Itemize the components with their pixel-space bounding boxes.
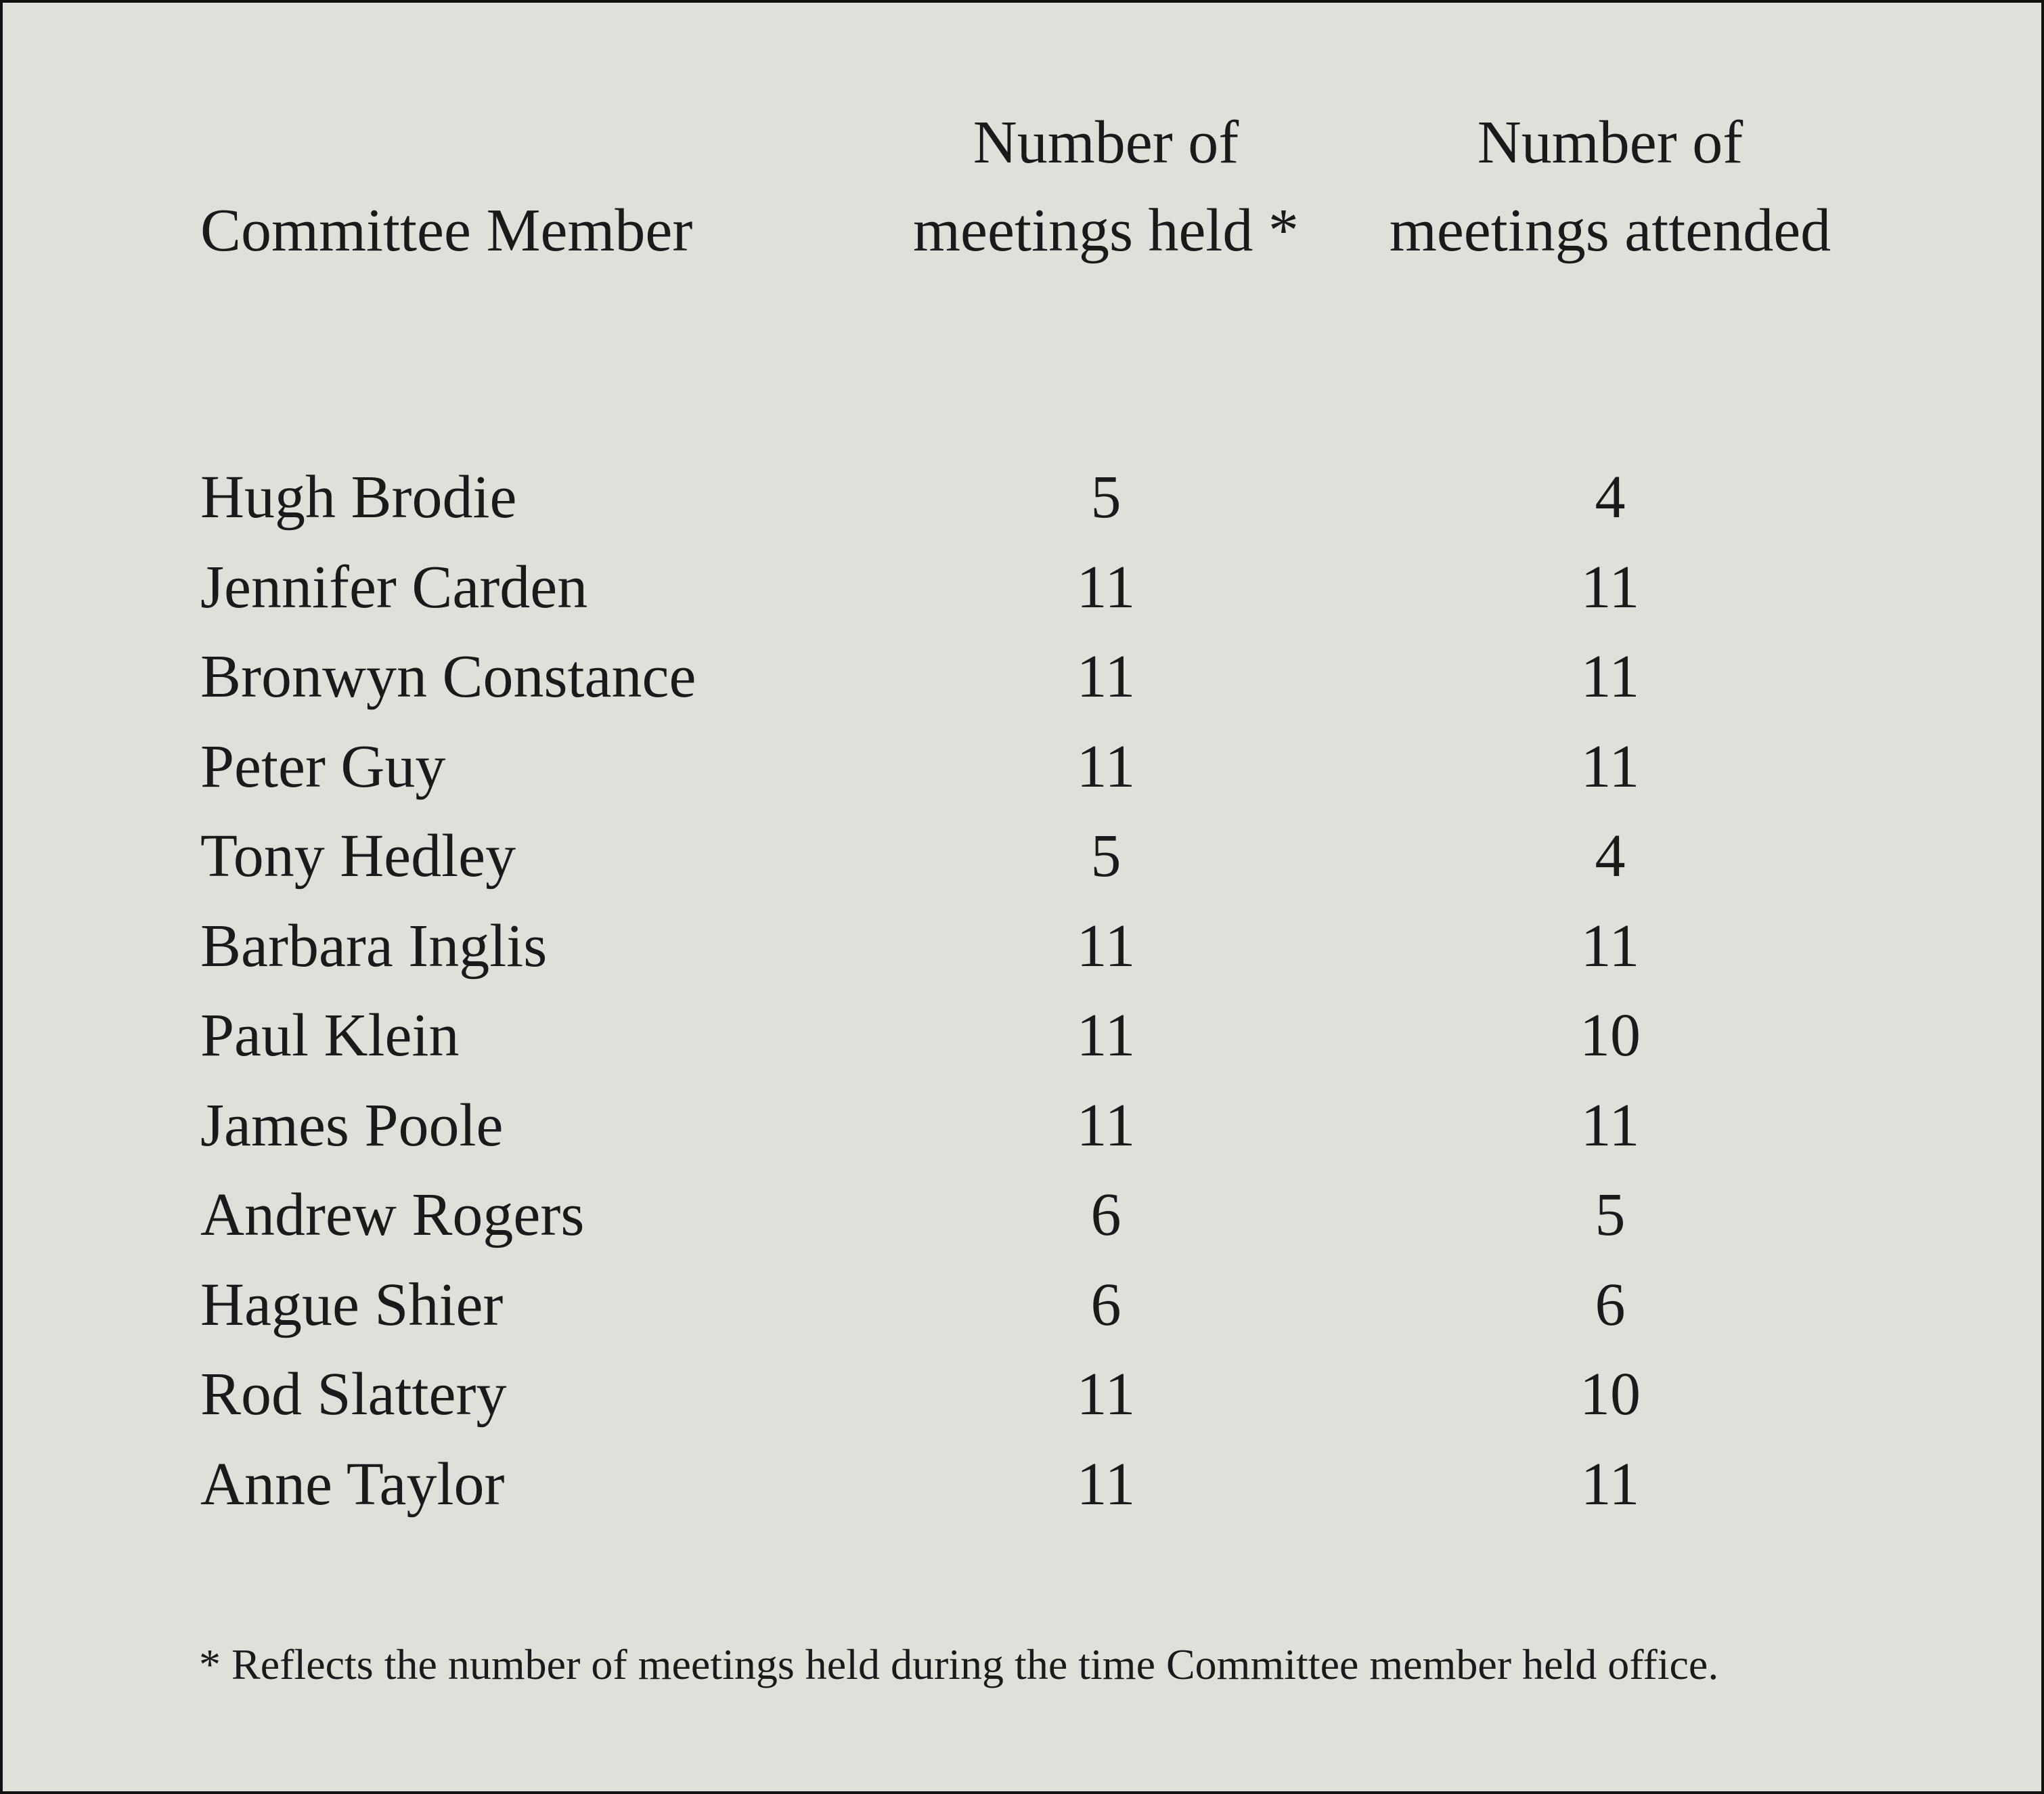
footnote: * Reflects the number of meetings held during the time Committee member held office.	[199, 1640, 1719, 1688]
meetings-held-value: 11	[1076, 1361, 1136, 1428]
header-meetings-attended	[1373, 99, 1847, 275]
table-row	[3, 1081, 2041, 1171]
meetings-attended-value: 6	[1595, 1271, 1626, 1338]
header-meetings-held	[903, 99, 1309, 275]
meetings-held-value: 5	[1090, 823, 1121, 890]
member-name: Anne Taylor	[200, 1450, 505, 1518]
member-name: Tony Hedley	[200, 823, 516, 890]
header-meetings-attended-line1: Number of	[1477, 109, 1743, 176]
member-name: Peter Guy	[200, 732, 446, 800]
table-row	[3, 543, 2041, 633]
table-row	[3, 902, 2041, 992]
meetings-held-value: 11	[1076, 643, 1136, 710]
meetings-attended-value: 4	[1595, 823, 1626, 890]
header-meetings-attended-line2: meetings attended	[1389, 197, 1831, 264]
meetings-attended-value: 11	[1580, 553, 1640, 621]
table-row	[3, 722, 2041, 812]
table-row	[3, 1171, 2041, 1261]
member-name: Barbara Inglis	[200, 912, 548, 980]
meetings-held-value: 11	[1076, 912, 1136, 980]
member-name: Bronwyn Constance	[200, 643, 696, 710]
table-row	[3, 812, 2041, 902]
member-name: Jennifer Carden	[200, 553, 588, 621]
table-row	[3, 1261, 2041, 1351]
header-meetings-held-line2: meetings held *	[913, 197, 1299, 264]
table-row	[3, 1350, 2041, 1440]
meetings-attended-value: 11	[1580, 643, 1640, 710]
table-row	[3, 632, 2041, 722]
meetings-attended-value: 11	[1580, 1450, 1640, 1518]
member-name: Hugh Brodie	[200, 464, 517, 531]
header-committee-member	[200, 187, 692, 275]
meetings-attended-value: 10	[1580, 1002, 1641, 1069]
meetings-attended-value: 11	[1580, 912, 1640, 980]
meetings-attended-value: 11	[1580, 732, 1640, 800]
meetings-held-value: 11	[1076, 553, 1136, 621]
member-name: Paul Klein	[200, 1002, 460, 1069]
member-name: Hague Shier	[200, 1271, 504, 1338]
meetings-attended-value: 4	[1595, 464, 1626, 531]
meetings-held-value: 11	[1076, 1450, 1136, 1518]
header-meetings-held-line1: Number of	[973, 109, 1239, 176]
meetings-held-value: 6	[1090, 1271, 1121, 1338]
meetings-attended-value: 5	[1595, 1181, 1626, 1248]
meetings-attended-value: 10	[1580, 1361, 1641, 1428]
member-name: Andrew Rogers	[200, 1181, 585, 1248]
meetings-held-value: 5	[1090, 464, 1121, 531]
meetings-held-value: 11	[1076, 732, 1136, 800]
table-row	[3, 1440, 2041, 1530]
meetings-held-value: 6	[1090, 1181, 1121, 1248]
table-row	[3, 453, 2041, 543]
meetings-held-value: 11	[1076, 1002, 1136, 1069]
attendance-table-body	[3, 453, 2041, 1529]
member-name: James Poole	[200, 1091, 504, 1159]
meetings-held-value: 11	[1076, 1091, 1136, 1159]
table-row	[3, 991, 2041, 1081]
meetings-attended-value: 11	[1580, 1091, 1640, 1159]
member-name: Rod Slattery	[200, 1361, 507, 1428]
header-committee-member-label: Committee Member	[200, 197, 693, 264]
